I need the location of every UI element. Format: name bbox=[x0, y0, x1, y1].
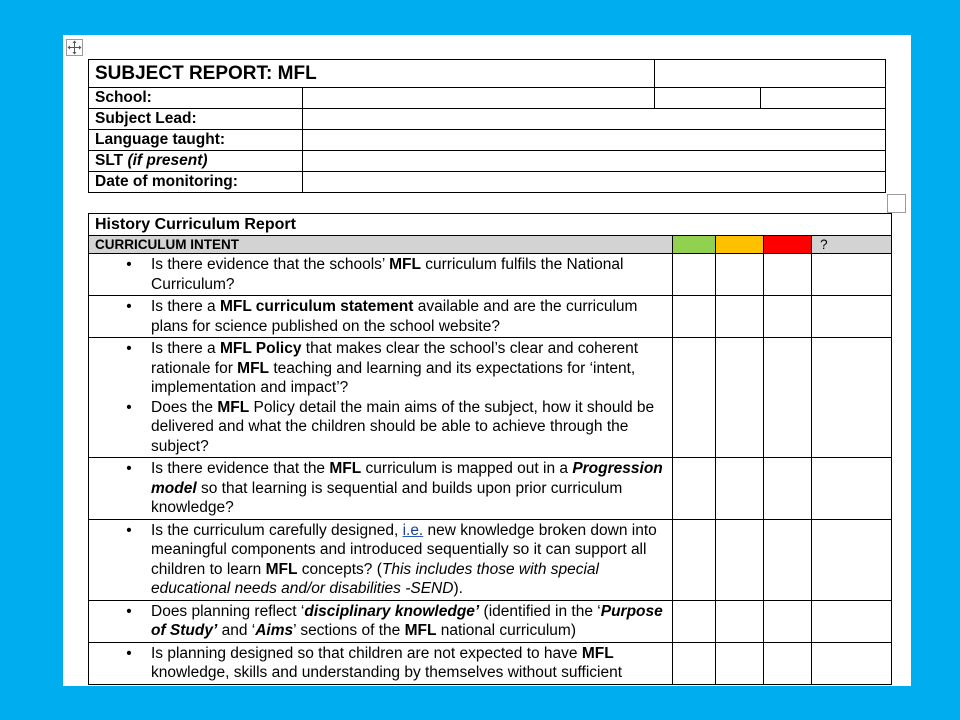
rating-amber-cell[interactable] bbox=[716, 296, 764, 338]
bullet-icon: • bbox=[126, 644, 132, 662]
date-of-monitoring-value-cell[interactable] bbox=[302, 172, 885, 193]
table-resize-handle-icon[interactable] bbox=[887, 194, 906, 213]
curriculum-intent-label: CURRICULUM INTENT bbox=[89, 236, 673, 254]
question-7: • Is planning designed so that children are not expected to have MFL knowledge, skills and understanding by themselves without sufficient bbox=[89, 642, 673, 684]
rating-green-cell[interactable] bbox=[673, 296, 716, 338]
report-title: SUBJECT REPORT: MFL bbox=[89, 60, 655, 88]
language-taught-label: Language taught: bbox=[89, 130, 303, 151]
rating-unknown-cell[interactable] bbox=[812, 642, 892, 684]
rating-green-cell[interactable] bbox=[673, 254, 716, 296]
question-2: • Is there a MFL curriculum statement available and are the curriculum plans for science published on the school website? bbox=[89, 296, 673, 338]
question-6: • Does planning reflect ‘disciplinary knowledge’ (identified in the ‘Purpose of Study’ and ‘Aims’ sections of the MFL national curriculum) bbox=[89, 600, 673, 642]
rating-amber-cell[interactable] bbox=[716, 642, 764, 684]
rating-green-cell[interactable] bbox=[673, 519, 716, 600]
rating-amber-cell[interactable] bbox=[716, 600, 764, 642]
rating-amber-cell[interactable] bbox=[716, 338, 764, 458]
rating-red-cell[interactable] bbox=[764, 519, 812, 600]
question-row bbox=[89, 458, 892, 520]
document-page bbox=[63, 35, 911, 686]
rating-amber-cell[interactable] bbox=[716, 458, 764, 520]
rating-green-cell[interactable] bbox=[673, 458, 716, 520]
question-row bbox=[89, 338, 892, 458]
curriculum-report-table bbox=[88, 213, 892, 685]
rating-green-cell[interactable] bbox=[673, 600, 716, 642]
question-row bbox=[89, 254, 892, 296]
bullet-icon: • bbox=[126, 460, 132, 477]
rating-red-cell[interactable] bbox=[764, 296, 812, 338]
rating-unknown-cell[interactable] bbox=[812, 338, 892, 458]
rating-unknown-cell[interactable] bbox=[812, 458, 892, 520]
language-taught-value-cell[interactable] bbox=[302, 130, 885, 151]
rating-red-cell[interactable] bbox=[764, 338, 812, 458]
rating-unknown-cell[interactable] bbox=[812, 254, 892, 296]
slt-label: SLT (if present) bbox=[89, 151, 303, 172]
subject-lead-value-cell[interactable] bbox=[302, 109, 885, 130]
rating-unknown-cell[interactable] bbox=[812, 296, 892, 338]
rating-green-cell[interactable] bbox=[673, 338, 716, 458]
question-4: • Is there evidence that the MFL curriculum is mapped out in a Progression model so that learning is sequential and builds upon prior curriculum knowledge? bbox=[89, 458, 673, 520]
rating-red-cell[interactable] bbox=[764, 254, 812, 296]
rating-unknown-cell[interactable] bbox=[812, 519, 892, 600]
rating-amber-cell[interactable] bbox=[716, 519, 764, 600]
rag-amber-header bbox=[716, 236, 764, 254]
question-3: • Is there a MFL Policy that makes clear the school’s clear and coherent rationale for MFL teaching and learning and its expectations for ‘intent, implementation and impact’? • Does the MFL Policy detail the main aims of the subject, how it should be delivered and what the children should be able to achieve through the subject? bbox=[89, 338, 673, 458]
title-blank-cell[interactable] bbox=[655, 60, 886, 88]
rag-green-header bbox=[673, 236, 716, 254]
bullet-icon: • bbox=[126, 298, 132, 315]
question-row bbox=[89, 642, 892, 684]
rag-red-header bbox=[764, 236, 812, 254]
question-1: • Is there evidence that the schools’ MFL curriculum fulfils the National Curriculum? bbox=[89, 254, 673, 296]
rating-red-cell[interactable] bbox=[764, 600, 812, 642]
bullet-icon: • bbox=[126, 398, 132, 416]
rating-amber-cell[interactable] bbox=[716, 254, 764, 296]
rating-red-cell[interactable] bbox=[764, 642, 812, 684]
rating-green-cell[interactable] bbox=[673, 642, 716, 684]
slt-note: (if present) bbox=[127, 152, 208, 169]
rating-unknown-cell[interactable] bbox=[812, 600, 892, 642]
school-extra-cell-2[interactable] bbox=[761, 88, 886, 109]
question-5: • Is the curriculum carefully designed, i.e. new knowledge broken down into meaningful components and introduced sequentially so it can support all children to learn MFL concepts? (This includes those with special educational needs and/or disabilities -SEND). bbox=[89, 519, 673, 600]
bullet-icon: • bbox=[126, 340, 132, 357]
question-row bbox=[89, 519, 892, 600]
slt-value-cell[interactable] bbox=[302, 151, 885, 172]
school-label: School: bbox=[89, 88, 303, 109]
school-value-cell[interactable] bbox=[302, 88, 654, 109]
question-row bbox=[89, 600, 892, 642]
bullet-icon: • bbox=[126, 521, 132, 539]
subject-info-table bbox=[88, 59, 886, 193]
school-extra-cell-1[interactable] bbox=[655, 88, 761, 109]
bullet-icon: • bbox=[126, 602, 132, 620]
question-row bbox=[89, 296, 892, 338]
rating-red-cell[interactable] bbox=[764, 458, 812, 520]
date-of-monitoring-label: Date of monitoring: bbox=[89, 172, 303, 193]
table-move-handle-icon[interactable] bbox=[66, 39, 83, 56]
curriculum-report-heading: History Curriculum Report bbox=[89, 214, 892, 236]
rag-unknown-header: ? bbox=[812, 236, 892, 254]
bullet-icon: • bbox=[126, 256, 132, 273]
subject-lead-label: Subject Lead: bbox=[89, 109, 303, 130]
